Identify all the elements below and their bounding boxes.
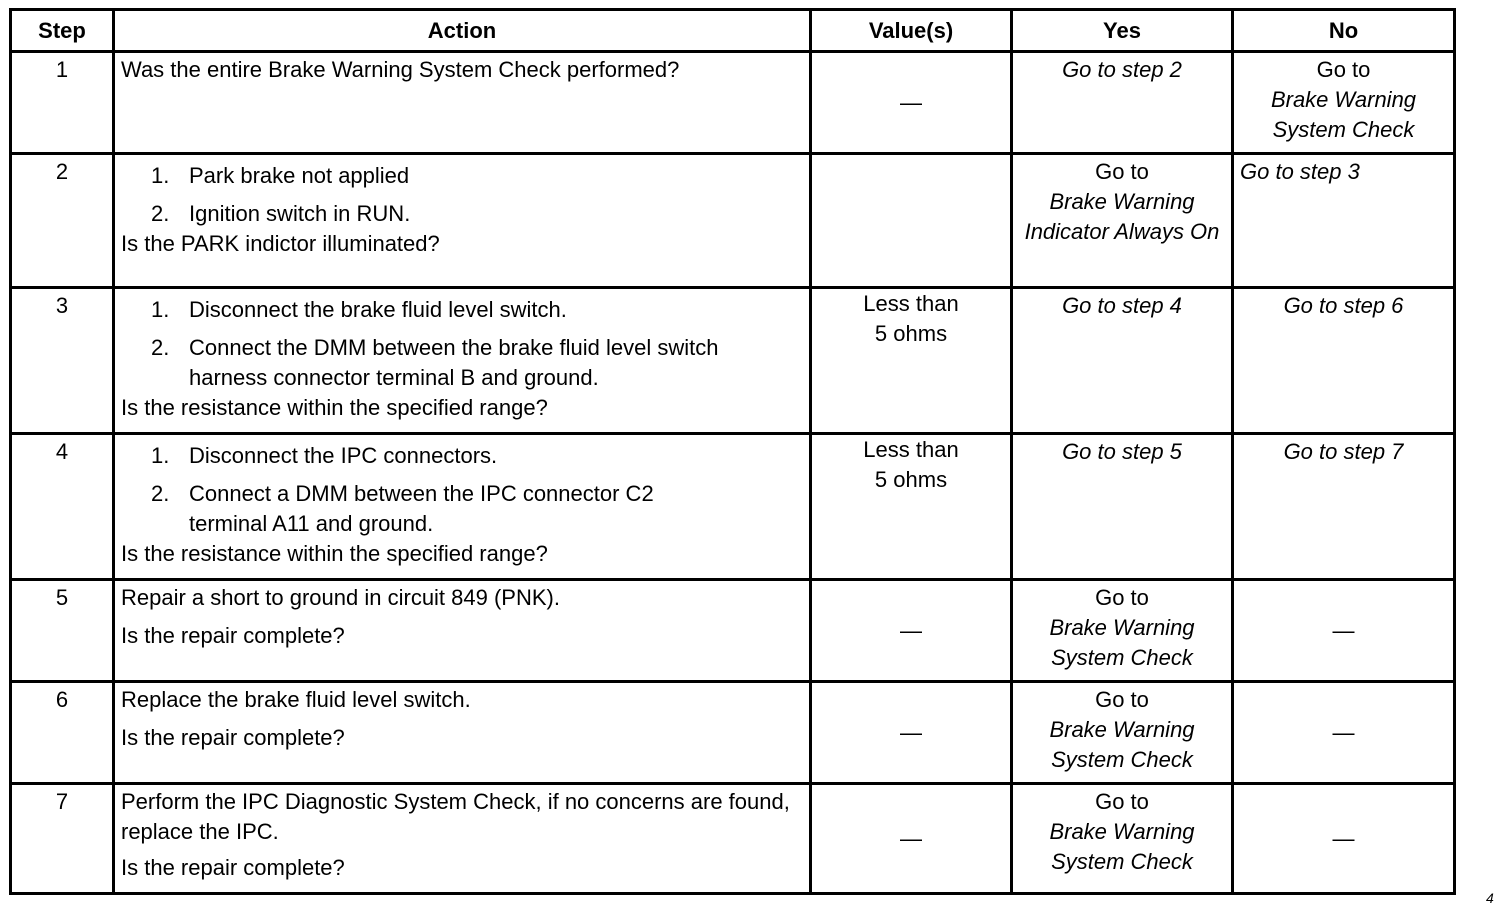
yes-cell bbox=[1012, 580, 1233, 682]
action-cell bbox=[114, 288, 811, 434]
table-row bbox=[11, 288, 1455, 434]
value-cell bbox=[811, 154, 1012, 288]
page-corner-mark: 4 bbox=[1486, 890, 1494, 906]
header-action: Action bbox=[114, 10, 811, 52]
yes-link[interactable]: Brake Warning System Check bbox=[1049, 819, 1195, 874]
table-row bbox=[11, 580, 1455, 682]
yes-link[interactable]: Brake Warning System Check bbox=[1049, 615, 1195, 670]
no-link[interactable]: Go to step 7 bbox=[1283, 439, 1404, 464]
diagnostic-table bbox=[9, 8, 1456, 895]
table-row bbox=[11, 784, 1455, 894]
value-cell: Less than 5 ohms bbox=[811, 434, 1012, 580]
yes-goto: Go to bbox=[1095, 585, 1149, 610]
action-item: 2. Ignition switch in RUN. bbox=[151, 201, 411, 226]
action-question: Was the entire Brake Warning System Check performed? bbox=[121, 57, 680, 82]
action-item: 1. Disconnect the brake fluid level switch. bbox=[151, 297, 567, 322]
step-number: 7 bbox=[11, 784, 114, 894]
header-values: Value(s) bbox=[811, 10, 1012, 52]
yes-link[interactable]: Go to step 5 bbox=[1062, 439, 1182, 464]
no-cell bbox=[1233, 434, 1455, 580]
no-link[interactable]: Go to step 3 bbox=[1240, 159, 1360, 184]
no-cell: — bbox=[1233, 580, 1455, 682]
step-number: 5 bbox=[11, 580, 114, 682]
action-question: Is the repair complete? bbox=[121, 623, 345, 648]
table-row bbox=[11, 52, 1455, 154]
action-cell bbox=[114, 52, 811, 154]
no-cell: — bbox=[1233, 682, 1455, 784]
step-number: 4 bbox=[11, 434, 114, 580]
action-item: 2. Connect a DMM between the IPC connector C2 terminal A11 and ground. bbox=[151, 481, 654, 536]
action-line: Repair a short to ground in circuit 849 (PNK). bbox=[121, 585, 560, 610]
action-cell bbox=[114, 784, 811, 894]
no-link[interactable]: Brake Warning System Check bbox=[1270, 87, 1417, 142]
value-cell: — bbox=[811, 52, 1012, 154]
action-line: Replace the brake fluid level switch. bbox=[121, 687, 471, 712]
table-row bbox=[11, 682, 1455, 784]
yes-link[interactable]: Go to step 4 bbox=[1062, 293, 1182, 318]
action-item: 2. Connect the DMM between the brake fluid level switch harness connector terminal B and ground. bbox=[151, 335, 719, 390]
yes-goto: Go to bbox=[1095, 687, 1149, 712]
action-question: Is the resistance within the specified range? bbox=[121, 541, 548, 566]
action-cell bbox=[114, 580, 811, 682]
yes-cell bbox=[1012, 288, 1233, 434]
yes-cell bbox=[1012, 784, 1233, 894]
value-cell: — bbox=[811, 784, 1012, 894]
header-row bbox=[11, 10, 1455, 52]
value-cell: — bbox=[811, 682, 1012, 784]
yes-goto: Go to bbox=[1095, 159, 1149, 184]
action-question: Is the resistance within the specified range? bbox=[121, 395, 548, 420]
action-question: Is the repair complete? bbox=[121, 855, 345, 880]
yes-link[interactable]: Go to step 2 bbox=[1062, 57, 1182, 82]
no-cell bbox=[1233, 288, 1455, 434]
yes-cell bbox=[1012, 434, 1233, 580]
no-link[interactable]: Go to step 6 bbox=[1283, 293, 1404, 318]
no-goto: Go to bbox=[1316, 57, 1371, 82]
step-number: 6 bbox=[11, 682, 114, 784]
step-number: 2 bbox=[11, 154, 114, 288]
yes-cell bbox=[1012, 154, 1233, 288]
action-question: Is the PARK indictor illuminated? bbox=[121, 231, 440, 256]
action-cell bbox=[114, 434, 811, 580]
action-line: Perform the IPC Diagnostic System Check, if no concerns are found, replace the IPC. bbox=[121, 789, 790, 844]
yes-cell bbox=[1012, 52, 1233, 154]
yes-cell bbox=[1012, 682, 1233, 784]
table-row bbox=[11, 434, 1455, 580]
action-question: Is the repair complete? bbox=[121, 725, 345, 750]
value-cell: — bbox=[811, 580, 1012, 682]
header-no: No bbox=[1233, 10, 1455, 52]
action-item: 1. Park brake not applied bbox=[151, 163, 410, 188]
action-cell bbox=[114, 154, 811, 288]
yes-link[interactable]: Brake Warning Indicator Always On bbox=[1024, 189, 1220, 244]
action-cell bbox=[114, 682, 811, 784]
yes-goto: Go to bbox=[1095, 789, 1149, 814]
step-number: 1 bbox=[11, 52, 114, 154]
step-number: 3 bbox=[11, 288, 114, 434]
table-row bbox=[11, 154, 1455, 288]
value-cell: Less than 5 ohms bbox=[811, 288, 1012, 434]
no-cell bbox=[1233, 52, 1455, 154]
no-cell: — bbox=[1233, 784, 1455, 894]
no-cell bbox=[1233, 154, 1455, 288]
action-item: 1. Disconnect the IPC connectors. bbox=[151, 443, 498, 468]
header-step: Step bbox=[11, 10, 114, 52]
header-yes: Yes bbox=[1012, 10, 1233, 52]
yes-link[interactable]: Brake Warning System Check bbox=[1049, 717, 1195, 772]
